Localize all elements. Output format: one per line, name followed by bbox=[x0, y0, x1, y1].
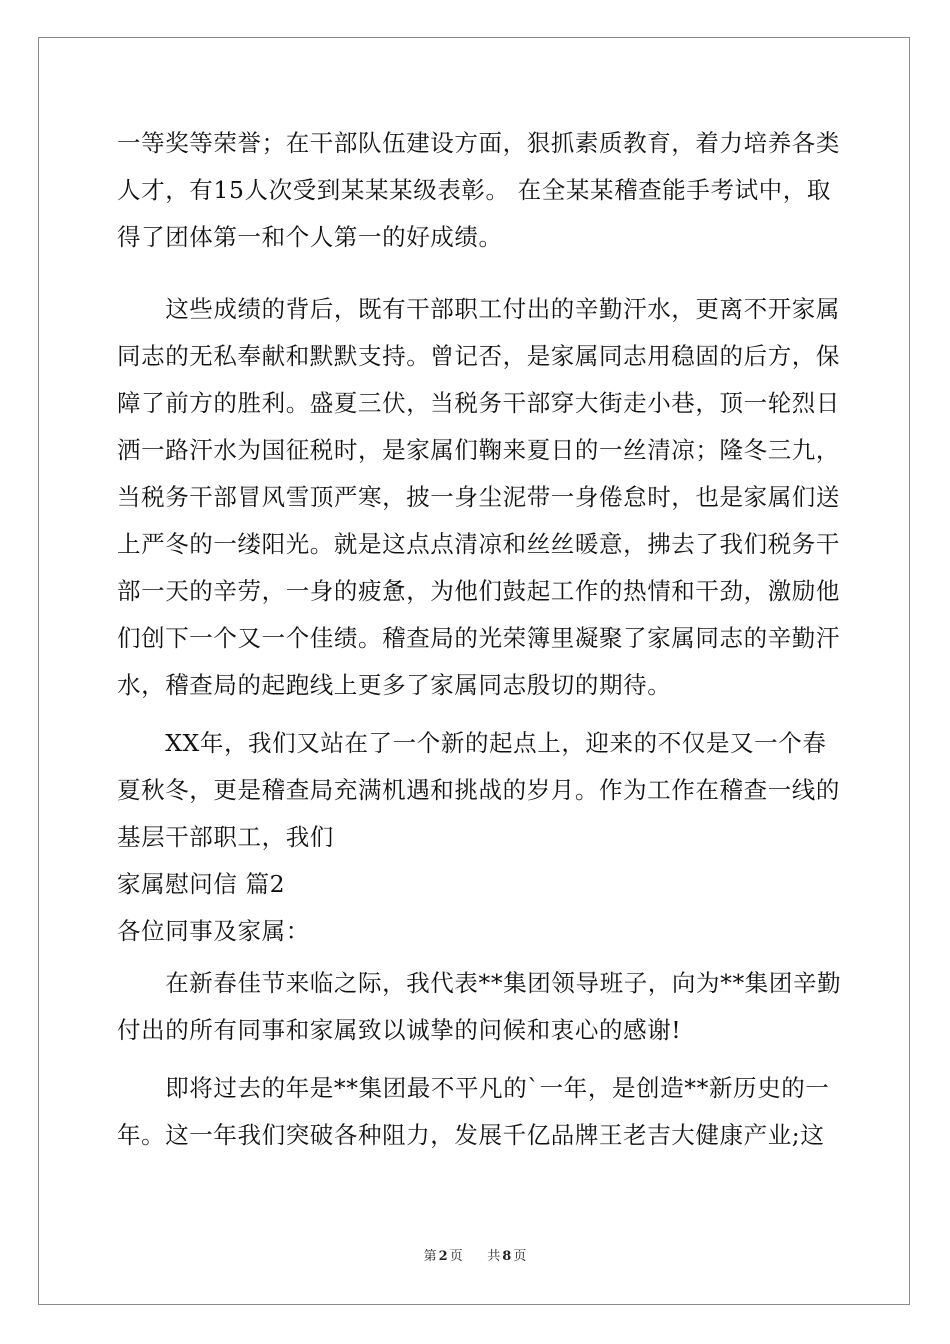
text-line: 一等奖等荣誉；在干部队伍建设方面，狠抓素质教育，着力培养各类 bbox=[117, 129, 840, 157]
text-line: 们创下一个又一个佳绩。稽查局的光荣簿里凝聚了家属同志的辛勤汗 bbox=[117, 624, 840, 652]
total-suffix: 页 bbox=[513, 1249, 527, 1264]
text-line: 夏秋冬，更是稽查局充满机遇和挑战的岁月。作为工作在稽查一线的 bbox=[117, 776, 840, 804]
text-line: 部一天的辛劳，一身的疲惫，为他们鼓起工作的热情和干劲，激励他 bbox=[117, 577, 840, 605]
text-line: 即将过去的年是**集团最不平凡的`一年，是创造**新历史的一 bbox=[117, 1074, 830, 1102]
text-line: XX年，我们又站在了一个新的起点上，迎来的不仅是又一个春 bbox=[117, 729, 827, 757]
text-line: 上严冬的一缕阳光。就是这点点清凉和丝丝暖意，拂去了我们税务干 bbox=[117, 530, 840, 558]
text-line: 同志的无私奉献和默默支持。曾记否，是家属同志用稳固的后方，保 bbox=[117, 342, 840, 370]
text-line: 人才，有15人次受到某某某级表彰。 在全某某稽查能手考试中，取 bbox=[117, 176, 831, 204]
text-line: 这些成绩的背后，既有干部职工付出的辛勤汗水，更离不开家属 bbox=[117, 295, 840, 323]
page-footer bbox=[0, 1248, 950, 1266]
total-pages-indicator bbox=[485, 1249, 528, 1264]
total-prefix: 共 bbox=[487, 1249, 501, 1264]
total-number: 8 bbox=[502, 1249, 512, 1264]
text-line: 在新春佳节来临之际，我代表**集团领导班子，向为**集团辛勤 bbox=[117, 969, 842, 997]
text-line: 得了团体第一和个人第一的好成绩。 bbox=[117, 223, 503, 251]
text-line: 年。这一年我们突破各种阻力，发展千亿品牌王老吉大健康产业;这 bbox=[117, 1121, 825, 1149]
section-heading: 家属慰问信 篇2 bbox=[117, 870, 286, 898]
text-line: 付出的所有同事和家属致以诚挚的问候和衷心的感谢! bbox=[117, 1016, 682, 1044]
text-line: 当税务干部冒风雪顶严寒，披一身尘泥带一身倦怠时，也是家属们送 bbox=[117, 483, 840, 511]
page-indicator bbox=[422, 1249, 465, 1264]
page-suffix: 页 bbox=[449, 1249, 463, 1264]
text-line: 水，稽查局的起跑线上更多了家属同志殷切的期待。 bbox=[117, 671, 672, 699]
text-line: 障了前方的胜利。盛夏三伏，当税务干部穿大街走小巷，顶一轮烈日 bbox=[117, 389, 840, 417]
page-prefix: 第 bbox=[423, 1249, 437, 1264]
text-line: 基层干部职工，我们 bbox=[117, 823, 334, 851]
page-number: 2 bbox=[438, 1249, 448, 1264]
salutation: 各位同事及家属： bbox=[117, 917, 310, 945]
text-line: 洒一路汗水为国征税时，是家属们鞠来夏日的一丝清凉；隆冬三九， bbox=[117, 436, 840, 464]
